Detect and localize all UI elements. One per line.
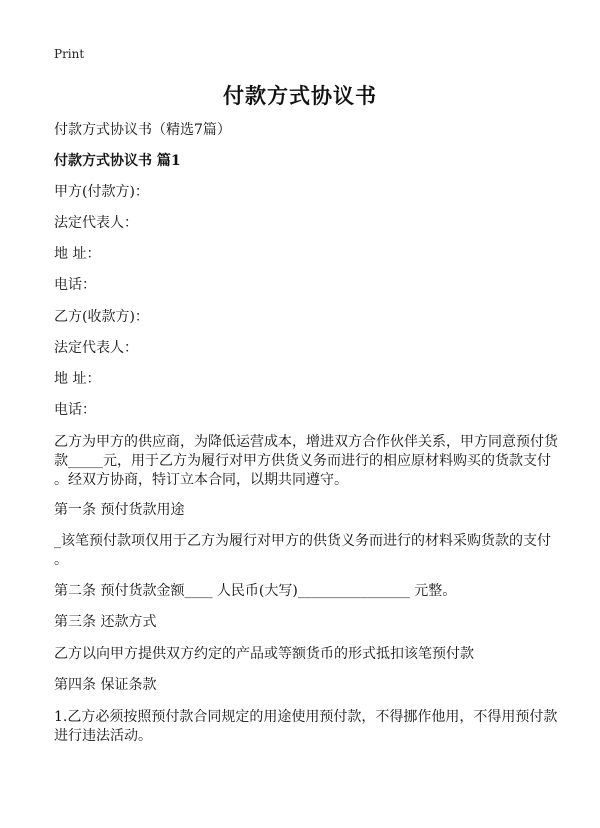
article-1-title: 第一条 预付货款用途	[54, 502, 185, 518]
party-a-address: 地 址：	[54, 246, 101, 262]
print-link[interactable]: Print	[54, 47, 85, 61]
section-heading: 付款方式协议书 篇1	[54, 153, 181, 169]
intro-line-1: 乙方为甲方的供应商，为降低运营成本，增进双方合作伙伴关系，甲方同意预付货	[54, 434, 558, 450]
article-4-line-1: 1.乙方必须按照预付款合同规定的用途使用预付款，不得挪作他用，不得用预付款	[54, 709, 558, 725]
article-4-line-2: 进行违法活动。	[54, 728, 152, 744]
party-a-representative: 法定代表人：	[54, 215, 138, 231]
party-b-label: 乙方(收款方)：	[54, 309, 149, 325]
party-a-label: 甲方(付款方)：	[54, 184, 149, 200]
intro-line-3: 。经双方协商，特订立本合同，以期共同遵守。	[54, 472, 348, 488]
party-b-phone: 电话：	[54, 402, 96, 418]
document-subtitle: 付款方式协议书（精选7篇）	[54, 122, 231, 138]
party-b-representative: 法定代表人：	[54, 340, 138, 356]
article-2: 第二条 预付货款金额____ 人民币(大写)________________ 元整。	[54, 583, 457, 599]
party-a-phone: 电话：	[54, 277, 96, 293]
article-1-line-2: 。	[54, 552, 68, 568]
party-b-address: 地 址：	[54, 371, 101, 387]
article-3-title: 第三条 还款方式	[54, 614, 157, 630]
article-3-body: 乙方以向甲方提供双方约定的产品或等额货币的形式抵扣该笔预付款	[54, 646, 474, 662]
article-1-line-1: _该笔预付款项仅用于乙方为履行对甲方的供货义务而进行的材料采购货款的支付	[54, 533, 551, 549]
document-title: 付款方式协议书	[223, 84, 377, 108]
intro-line-2: 款_____元，用于乙方为履行对甲方供货义务而进行的相应原材料购买的货款支付	[54, 453, 551, 469]
article-4-title: 第四条 保证条款	[54, 677, 157, 693]
